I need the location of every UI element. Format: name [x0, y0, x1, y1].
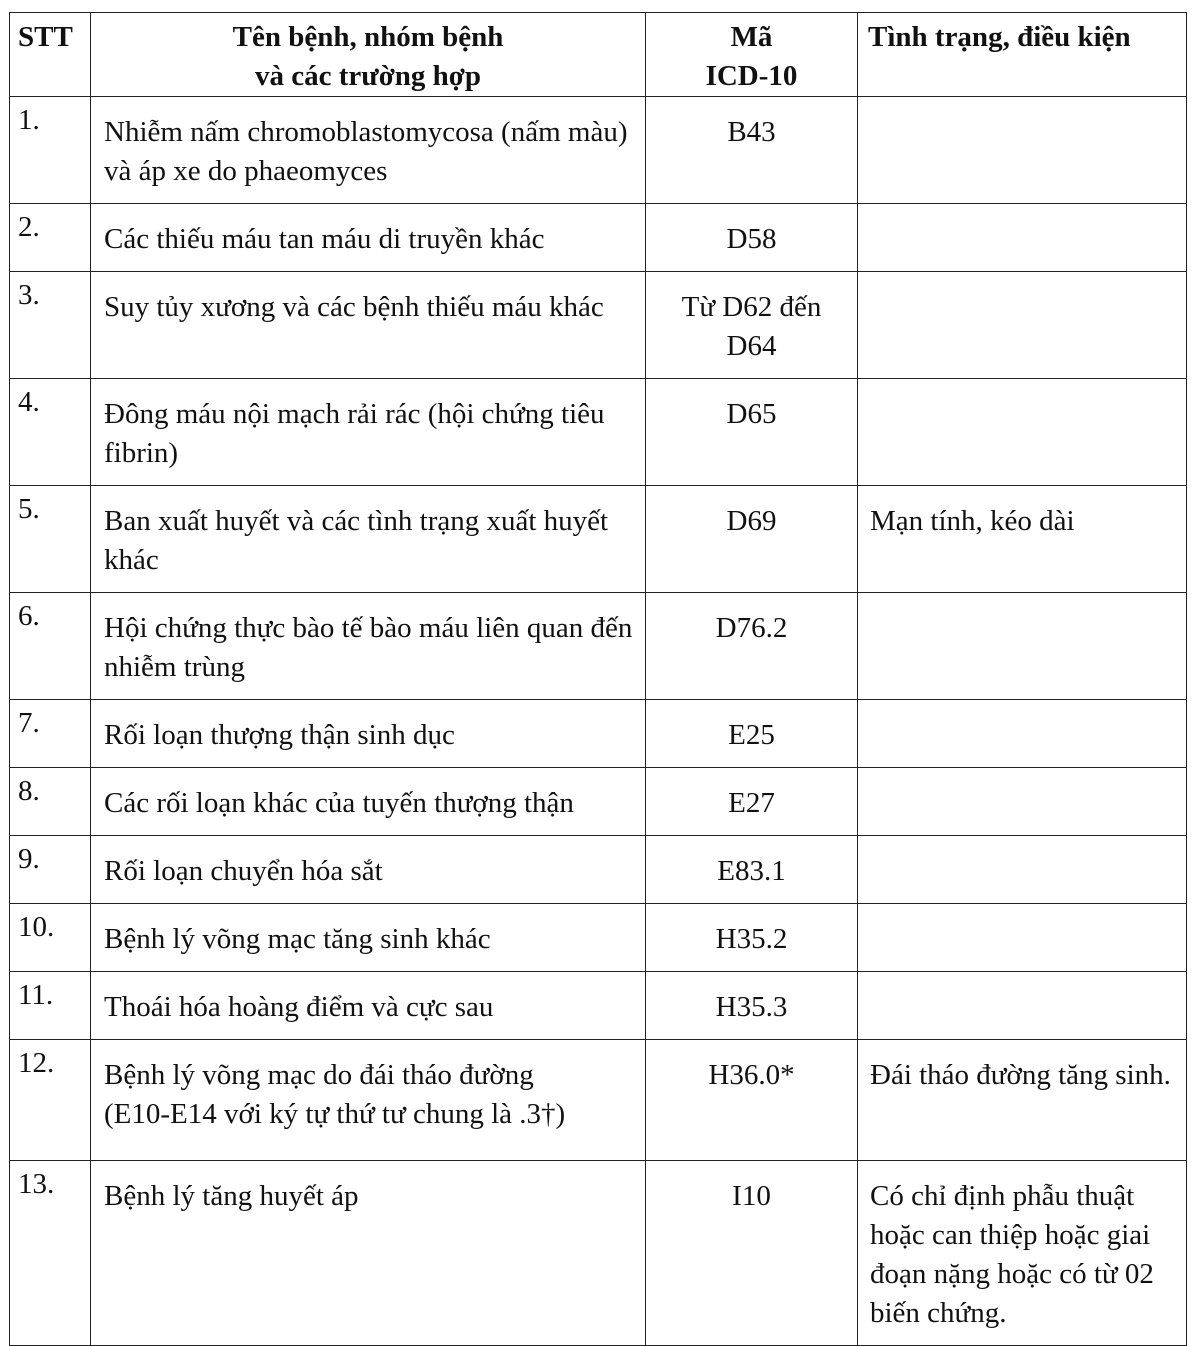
row-icd-code: D65 — [646, 379, 858, 486]
row-icd-code-line2: D64 — [726, 330, 777, 362]
table-row — [10, 1161, 1187, 1346]
table-header-row — [10, 13, 1187, 97]
row-stt: 7. — [10, 700, 91, 768]
row-disease-name: Bệnh lý võng mạc tăng sinh khác — [91, 904, 646, 972]
row-condition — [858, 593, 1187, 700]
row-stt: 8. — [10, 768, 91, 836]
table-row — [10, 972, 1187, 1040]
header-disease-name-line2: và các trường hợp — [255, 60, 481, 92]
row-disease-name: Hội chứng thực bào tế bào máu liên quan đến nhiễm trùng — [91, 593, 646, 700]
row-condition — [858, 972, 1187, 1040]
row-disease-name: Rối loạn chuyển hóa sắt — [91, 836, 646, 904]
row-icd-code: H35.2 — [646, 904, 858, 972]
row-stt: 9. — [10, 836, 91, 904]
row-disease-name: Đông máu nội mạch rải rác (hội chứng tiêu fibrin) — [91, 379, 646, 486]
table-row — [10, 836, 1187, 904]
table-row — [10, 486, 1187, 593]
row-disease-name: Bệnh lý tăng huyết áp — [91, 1161, 646, 1346]
row-stt: 5. — [10, 486, 91, 593]
row-icd-code-line1: Từ D62 đến — [681, 291, 822, 323]
row-condition: Có chỉ định phẫu thuật hoặc can thiệp hoặc giai đoạn nặng hoặc có từ 02 biến chứng. — [858, 1161, 1187, 1346]
icd-disease-table — [9, 12, 1187, 1346]
row-icd-code: D69 — [646, 486, 858, 593]
header-condition: Tình trạng, điều kiện — [858, 13, 1187, 97]
row-condition — [858, 204, 1187, 272]
row-stt: 4. — [10, 379, 91, 486]
row-icd-code: B43 — [646, 97, 858, 204]
row-condition — [858, 768, 1187, 836]
header-stt: STT — [10, 13, 91, 97]
table-row — [10, 1040, 1187, 1161]
row-disease-name-line1: Bệnh lý võng mạc do đái tháo đường — [104, 1059, 534, 1091]
header-icd-code-line1: Mã — [730, 21, 773, 53]
row-disease-name: Các rối loạn khác của tuyến thượng thận — [91, 768, 646, 836]
row-stt: 13. — [10, 1161, 91, 1346]
table-row — [10, 904, 1187, 972]
table-row — [10, 204, 1187, 272]
table-row — [10, 97, 1187, 204]
row-icd-code — [646, 272, 858, 379]
row-disease-name-line2: (E10-E14 với ký tự thứ tư chung là .3†) — [104, 1098, 566, 1130]
table-row — [10, 593, 1187, 700]
row-icd-code: E83.1 — [646, 836, 858, 904]
table-row — [10, 379, 1187, 486]
row-condition — [858, 904, 1187, 972]
row-condition — [858, 379, 1187, 486]
row-icd-code: D76.2 — [646, 593, 858, 700]
row-icd-code: H36.0* — [646, 1040, 858, 1161]
row-disease-name: Nhiễm nấm chromoblastomycosa (nấm màu) và áp xe do phaeomyces — [91, 97, 646, 204]
row-stt: 10. — [10, 904, 91, 972]
row-condition — [858, 272, 1187, 379]
row-disease-name: Các thiếu máu tan máu di truyền khác — [91, 204, 646, 272]
row-condition — [858, 836, 1187, 904]
header-icd-code — [646, 13, 858, 97]
row-icd-code: I10 — [646, 1161, 858, 1346]
table-row — [10, 768, 1187, 836]
row-stt: 3. — [10, 272, 91, 379]
row-stt: 6. — [10, 593, 91, 700]
row-condition — [858, 700, 1187, 768]
header-disease-name — [91, 13, 646, 97]
header-icd-code-line2: ICD-10 — [705, 60, 798, 92]
row-disease-name — [91, 1040, 646, 1161]
row-condition: Mạn tính, kéo dài — [858, 486, 1187, 593]
row-disease-name: Ban xuất huyết và các tình trạng xuất huyết khác — [91, 486, 646, 593]
row-condition: Đái tháo đường tăng sinh. — [858, 1040, 1187, 1161]
row-icd-code: E27 — [646, 768, 858, 836]
row-disease-name: Rối loạn thượng thận sinh dục — [91, 700, 646, 768]
row-icd-code: E25 — [646, 700, 858, 768]
table-row — [10, 700, 1187, 768]
row-stt: 11. — [10, 972, 91, 1040]
row-stt: 1. — [10, 97, 91, 204]
row-stt: 2. — [10, 204, 91, 272]
row-disease-name: Thoái hóa hoàng điểm và cực sau — [91, 972, 646, 1040]
row-condition — [858, 97, 1187, 204]
row-disease-name: Suy tủy xương và các bệnh thiếu máu khác — [91, 272, 646, 379]
row-icd-code: D58 — [646, 204, 858, 272]
table-row — [10, 272, 1187, 379]
header-disease-name-line1: Tên bệnh, nhóm bệnh — [232, 21, 504, 53]
row-icd-code: H35.3 — [646, 972, 858, 1040]
row-stt: 12. — [10, 1040, 91, 1161]
